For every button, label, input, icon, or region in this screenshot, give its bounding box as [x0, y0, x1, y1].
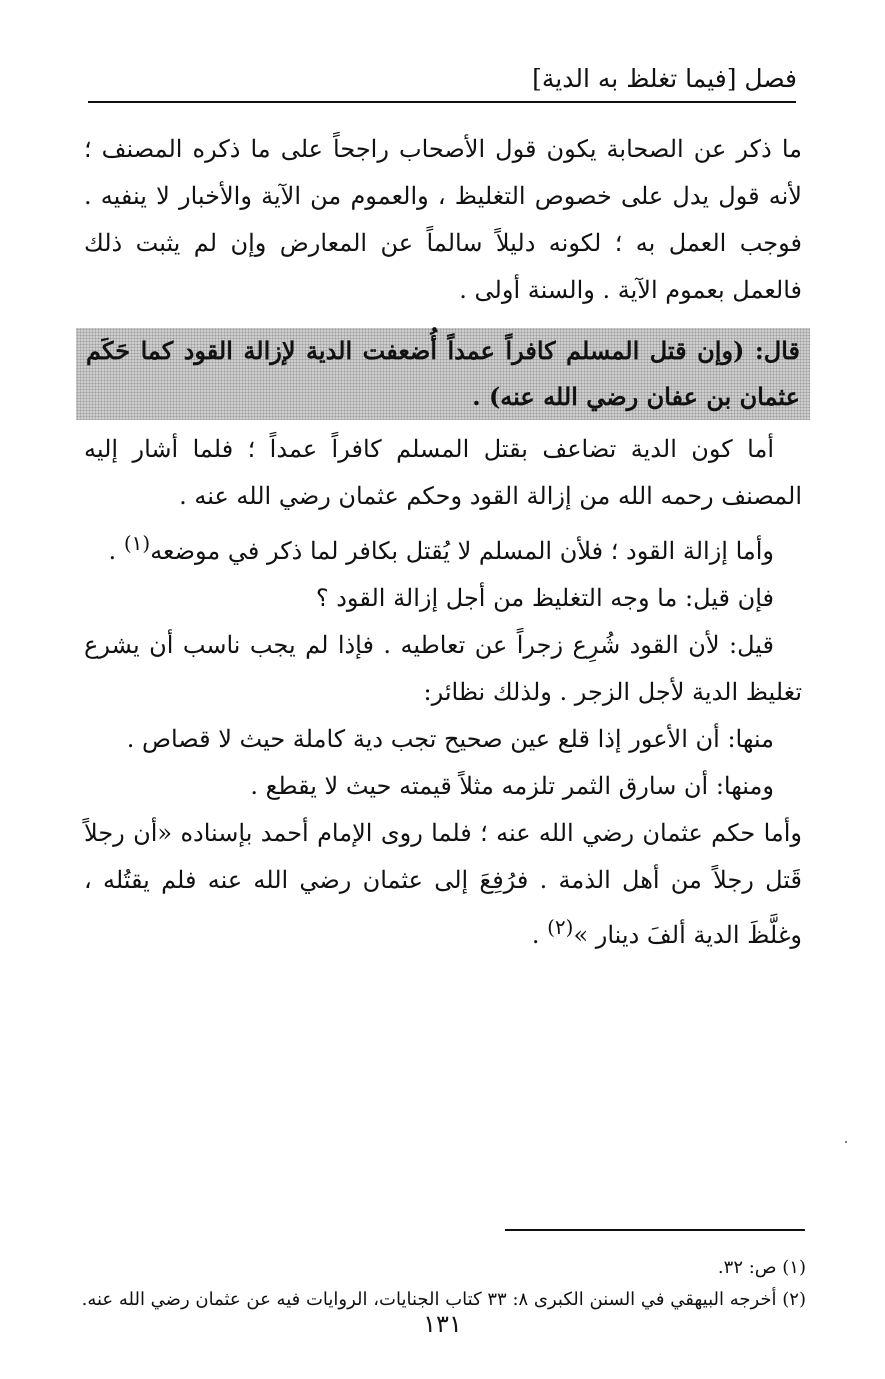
- paragraph-7-end: .: [531, 921, 548, 949]
- footnote-2: (٢) أخرجه البيهقي في السنن الكبرى ٨: ٣٣ كتاب الجنايات، الروايات فيه عن عثمان رضي الله عنه.: [81, 1289, 806, 1310]
- footnote-1: (١) ص: ٣٢.: [717, 1257, 806, 1278]
- header-rule: [88, 101, 796, 103]
- matn-quote-highlighted: [76, 328, 810, 420]
- footnote-ref-2[interactable]: (٢): [547, 915, 574, 939]
- paragraph-6: ومنها: أن سارق الثمر تلزمه مثلاً قيمته حيث لا يقطع .: [250, 772, 774, 800]
- stray-mark: [845, 1141, 847, 1143]
- running-header: فصل [فيما تغلظ به الدية]: [532, 64, 797, 93]
- paragraph-1: أما كون الدية تضاعف بقتل المسلم كافراً عمداً ؛ فلما أشار إليه المصنف رحمه الله من إزالة القود وحكم عثمان رضي الله عنه .: [84, 435, 802, 510]
- paragraph-5: منها: أن الأعور إذا قلع عين صحيح تجب دية كاملة حيث لا قصاص .: [126, 725, 774, 753]
- main-text: [84, 126, 802, 959]
- paragraph-2-end: .: [108, 537, 124, 565]
- matn-prefix: قال:: [754, 336, 801, 365]
- footnote-ref-1[interactable]: (١): [123, 531, 151, 555]
- intro-paragraph: ما ذكر عن الصحابة يكون قول الأصحاب راجحاً على ما ذكره المصنف ؛ لأنه قول يدل على خصوص التغليظ ، والعموم من الآية والأخبار لا ينفيه . فوجب العمل به ؛ لكونه دليلاً سالماً عن المعارض وإن لم يثبت ذلك فالعمل بعموم الآية . والسنة أولى .: [84, 135, 802, 304]
- matn-text: (وإن قتل المسلم كافراً عمداً أُضعفت الدية لإزالة القود كما حَكَم عثمان بن عفان رضي الله عنه) .: [86, 336, 800, 411]
- page-number: ١٣١: [423, 1310, 462, 1338]
- footnote-rule: [505, 1229, 805, 1231]
- paragraph-4: قيل: لأن القود شُرِع زجراً عن تعاطيه . فإذا لم يجب ناسب أن يشرع تغليظ الدية لأجل الزجر . ولذلك نظائر:: [84, 631, 802, 706]
- paragraph-7: [84, 810, 802, 959]
- paragraph-7-text: وأما حكم عثمان رضي الله عنه ؛ فلما روى الإمام أحمد بإسناده «أن رجلاً قَتل رجلاً من أهل الذمة . فرُفِعَ إلى عثمان رضي الله عنه فلم يقتُله ، وغلَّظَ الدية ألفَ دينار »: [84, 819, 802, 949]
- paragraph-2-text: وأما إزالة القود ؛ فلأن المسلم لا يُقتل بكافر لما ذكر في موضعه: [150, 537, 774, 565]
- paragraph-2: [84, 520, 802, 575]
- footnotes: [81, 1252, 806, 1316]
- paragraph-3: فإن قيل: ما وجه التغليظ من أجل إزالة القود ؟: [315, 584, 774, 612]
